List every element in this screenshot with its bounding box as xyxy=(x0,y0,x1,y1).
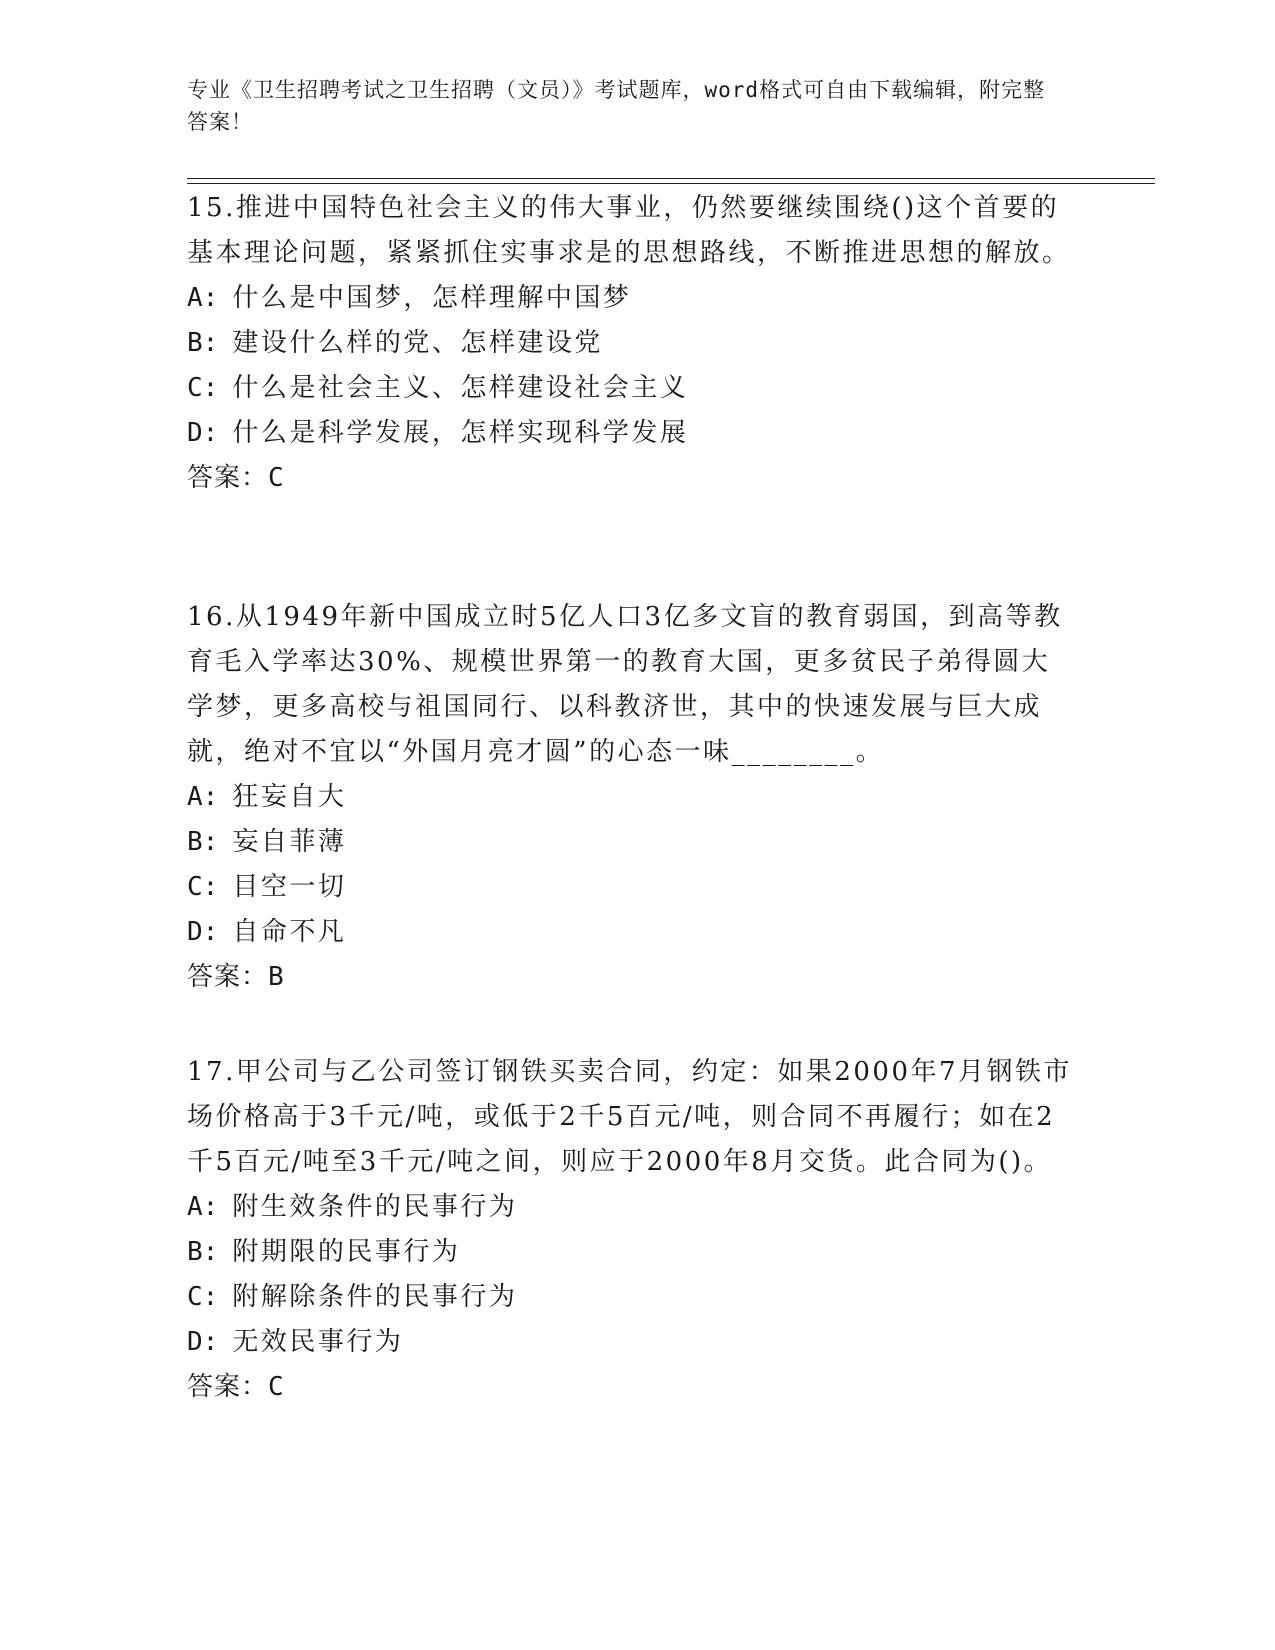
answer-line xyxy=(187,1365,1077,1410)
option-text: 附生效条件的民事行为 xyxy=(232,1192,518,1222)
option-key: A: xyxy=(187,283,219,313)
option-d xyxy=(187,411,1077,456)
answer-line xyxy=(187,955,1077,1000)
option-text: 什么是中国梦，怎样理解中国梦 xyxy=(232,283,632,313)
answer-value: C xyxy=(268,463,285,493)
option-key: B: xyxy=(187,827,219,857)
option-d xyxy=(187,1320,1077,1365)
option-text: 什么是科学发展，怎样实现科学发展 xyxy=(232,418,689,448)
option-text: 什么是社会主义、怎样建设社会主义 xyxy=(232,373,689,403)
option-d xyxy=(187,910,1077,955)
option-text: 妄自菲薄 xyxy=(232,827,347,857)
option-text: 建设什么样的党、怎样建设党 xyxy=(232,328,603,358)
option-a xyxy=(187,1185,1077,1230)
option-text: 附解除条件的民事行为 xyxy=(232,1282,518,1312)
option-key: D: xyxy=(187,917,219,947)
option-key: D: xyxy=(187,418,219,448)
question-stem: 17.甲公司与乙公司签订钢铁买卖合同，约定：如果2000年7月钢铁市场价格高于3千元/吨，或低于2千5百元/吨，则合同不再履行；如在2千5百元/吨至3千元/吨之间，则应于2000年8月交货。此合同为()。 xyxy=(187,1057,1073,1177)
option-text: 自命不凡 xyxy=(232,917,347,947)
option-text: 无效民事行为 xyxy=(232,1327,404,1357)
question-16 xyxy=(187,595,1077,1000)
option-b xyxy=(187,1230,1077,1275)
option-a xyxy=(187,276,1077,321)
question-17 xyxy=(187,1050,1077,1410)
option-b xyxy=(187,321,1077,366)
question-stem: 15.推进中国特色社会主义的伟大事业，仍然要继续围绕()这个首要的基本理论问题，紧紧抓住实事求是的思想路线，不断推进思想的解放。 xyxy=(187,193,1071,268)
answer-line xyxy=(187,456,1077,501)
option-text: 狂妄自大 xyxy=(232,782,347,812)
option-key: B: xyxy=(187,328,219,358)
header-divider-top xyxy=(187,178,1155,179)
option-key: C: xyxy=(187,872,219,902)
option-c xyxy=(187,1275,1077,1320)
option-key: C: xyxy=(187,1282,219,1312)
option-c xyxy=(187,865,1077,910)
document-header: 专业《卫生招聘考试之卫生招聘（文员）》考试题库，word格式可自由下载编辑，附完整答案！ xyxy=(187,78,1046,134)
answer-label: 答案： xyxy=(187,962,269,992)
option-key: A: xyxy=(187,782,219,812)
option-c xyxy=(187,366,1077,411)
option-text: 目空一切 xyxy=(232,872,347,902)
answer-value: C xyxy=(268,1372,285,1402)
option-key: C: xyxy=(187,373,219,403)
answer-value: B xyxy=(268,962,285,992)
question-stem: 16.从1949年新中国成立时5亿人口3亿多文盲的教育弱国，到高等教育毛入学率达30%、规模世界第一的教育大国，更多贫民子弟得圆大学梦，更多高校与祖国同行、以科教济世，其中的快速发展与巨大成就，绝对不宜以“外国月亮才圆”的心态一味________。 xyxy=(187,602,1063,767)
option-key: A: xyxy=(187,1192,219,1222)
answer-label: 答案： xyxy=(187,463,269,493)
option-key: D: xyxy=(187,1327,219,1357)
option-text: 附期限的民事行为 xyxy=(232,1237,461,1267)
option-a xyxy=(187,775,1077,820)
question-15 xyxy=(187,186,1077,501)
header-divider-bottom xyxy=(187,183,1155,184)
answer-label: 答案： xyxy=(187,1372,269,1402)
option-key: B: xyxy=(187,1237,219,1267)
option-b xyxy=(187,820,1077,865)
